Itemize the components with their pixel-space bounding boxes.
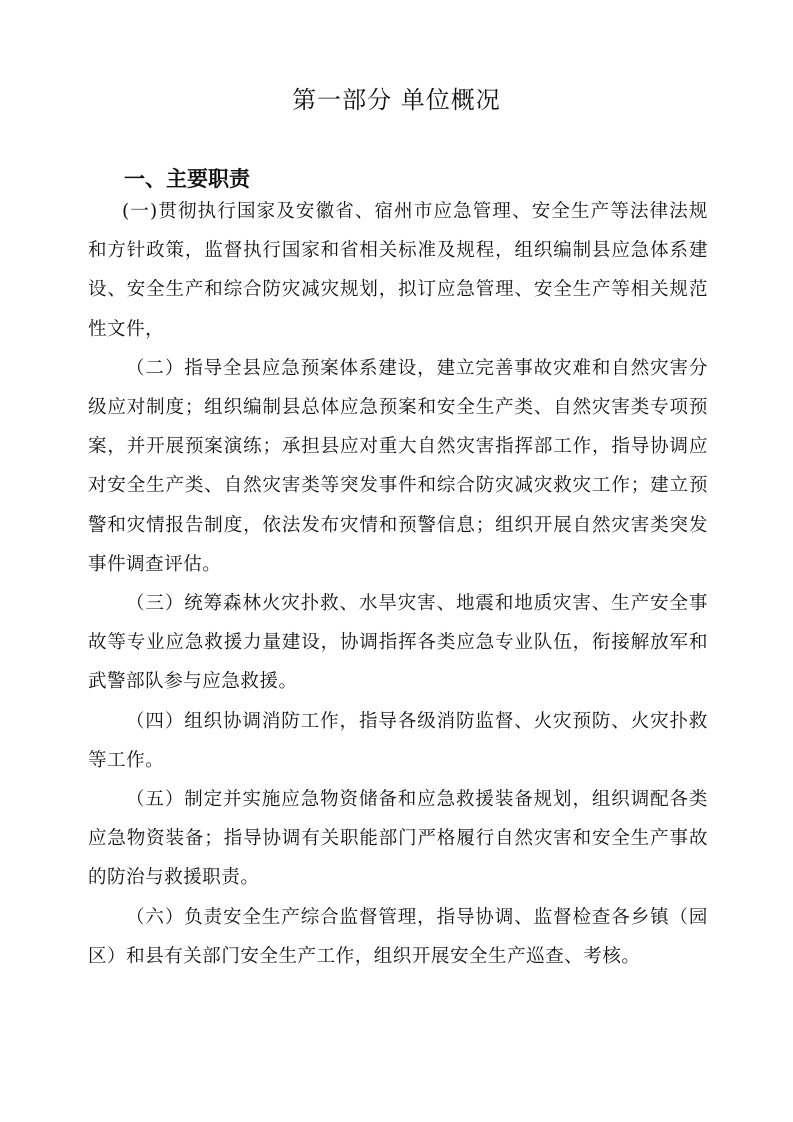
body-text <box>88 192 708 976</box>
duty-paragraph-5: （五）制定并实施应急物资储备和应急救援装备规划，组织调配各类应急物资装备；指导协调有关职能部门严格履行自然灾害和安全生产事故的防治与救援职责。 <box>88 789 708 889</box>
duty-paragraph-6: （六）负责安全生产综合监督管理，指导协调、监督检查各乡镇（园区）和县有关部门安全生产工作，组织开展安全生产巡查、考核。 <box>88 906 708 967</box>
duty-paragraph-1: (一)贯彻执行国家及安徽省、宿州市应急管理、安全生产等法律法规和方针政策，监督执行国家和省相关标准及规程，组织编制县应急体系建设、安全生产和综合防灾减灾规划，拟订应急管理、安全生产等相关规范性文件， <box>88 201 708 340</box>
section-heading: 一、主要职责 <box>124 167 250 191</box>
duty-paragraph-4: （四）组织协调消防工作，指导各级消防监督、火灾预防、火灾扑救等工作。 <box>88 710 708 771</box>
page-title: 第一部分 单位概况 <box>292 86 501 114</box>
duty-paragraph-2: （二）指导全县应急预案体系建设，建立完善事故灾难和自然灾害分级应对制度；组织编制县总体应急预案和安全生产类、自然灾害类专项预案，并开展预案演练；承担县应对重大自然灾害指挥部工作，指导协调应对安全生产类、自然灾害类等突发事件和综合防灾减灾救灾工作；建立预警和灾情报告制度，依法发布灾情和预警信息；组织开展自然灾害类突发事件调查评估。 <box>88 357 708 575</box>
duty-paragraph-3: （三）统筹森林火灾扑救、水旱灾害、地震和地质灾害、生产安全事故等专业应急救援力量建设，协调指挥各类应急专业队伍，衔接解放军和武警部队参与应急救援。 <box>88 593 708 693</box>
